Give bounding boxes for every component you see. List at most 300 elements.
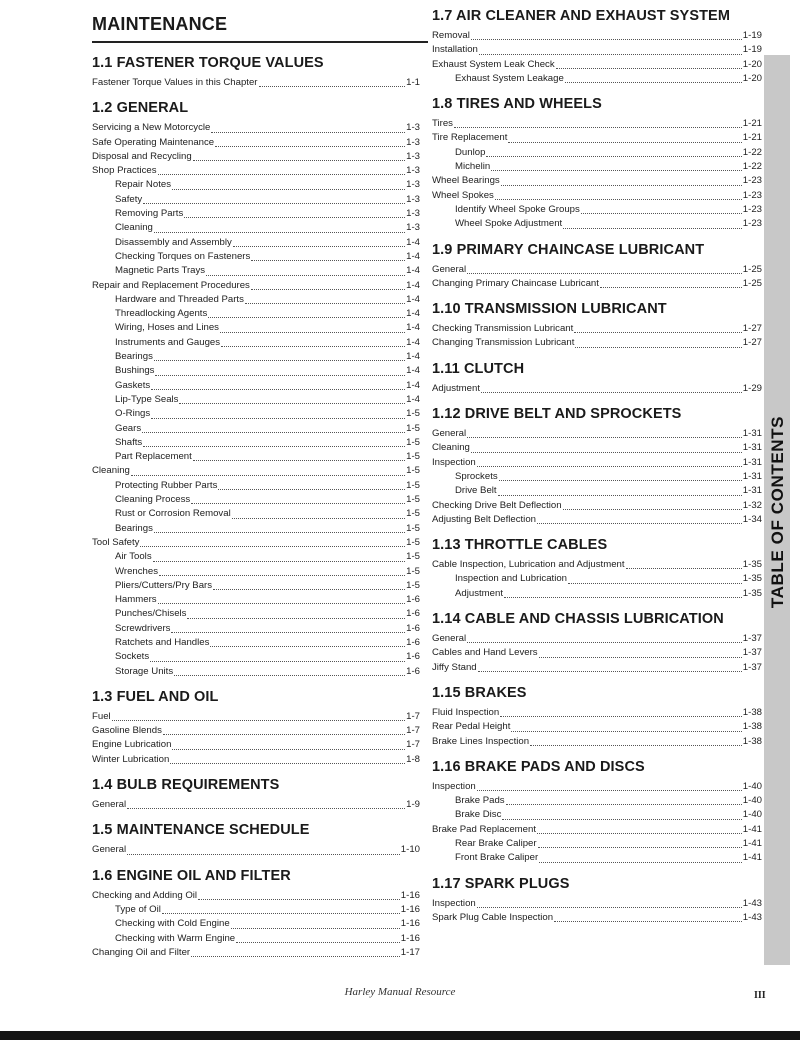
toc-entry-page: 1-22 [742, 146, 762, 158]
toc-entry-page: 1-3 [406, 179, 420, 191]
toc-entry[interactable] [92, 293, 420, 307]
toc-entry-label: Spark Plug Cable Inspection [432, 911, 554, 923]
toc-entry[interactable] [432, 823, 762, 837]
toc-entry[interactable] [92, 710, 420, 724]
toc-entry-label: Checking and Adding Oil [92, 889, 198, 901]
toc-entry-label: Lip-Type Seals [115, 393, 179, 405]
toc-entry-page: 1-40 [742, 780, 762, 792]
section-heading: 1.2 GENERAL [92, 100, 189, 117]
toc-entry[interactable] [92, 76, 420, 90]
toc-entry-label: Changing Oil and Filter [92, 946, 191, 958]
toc-entry-page: 1-5 [406, 451, 420, 463]
toc-entry-page: 1-31 [742, 456, 762, 468]
toc-entry-page: 1-5 [406, 494, 420, 506]
toc-entry-label: Wheel Bearings [432, 175, 500, 187]
toc-entry[interactable] [92, 724, 420, 738]
toc-entry-page: 1-5 [406, 565, 420, 577]
dot-leader [498, 495, 742, 496]
toc-entry[interactable] [432, 336, 762, 350]
toc-entry[interactable] [92, 798, 420, 812]
toc-entry[interactable] [432, 780, 762, 794]
toc-entry[interactable] [432, 58, 762, 72]
toc-entry[interactable] [92, 843, 420, 857]
toc-entry-page: 1-22 [742, 161, 762, 173]
toc-entry-page: 1-4 [406, 393, 420, 405]
dot-leader [154, 360, 405, 361]
toc-entry[interactable] [432, 117, 762, 131]
dot-leader [508, 142, 741, 143]
toc-entry-label: Cable Inspection, Lubrication and Adjustment [432, 559, 625, 571]
toc-entry-page: 1-4 [406, 308, 420, 320]
toc-entry[interactable] [432, 277, 762, 291]
toc-entry-page: 1-16 [400, 918, 420, 930]
toc-entry[interactable] [92, 550, 420, 564]
dot-leader [158, 603, 406, 604]
toc-entry-page: 1-38 [742, 706, 762, 718]
dot-leader [211, 132, 405, 133]
toc-entry-page: 1-31 [742, 442, 762, 454]
dot-leader [151, 418, 405, 419]
toc-entry-label: Front Brake Caliper [455, 852, 539, 864]
toc-entry-page: 1-9 [406, 799, 420, 811]
toc-entry[interactable] [432, 735, 762, 749]
toc-entry[interactable] [92, 565, 420, 579]
toc-entry-label: Tire Replacement [432, 132, 508, 144]
toc-entry-label: Safe Operating Maintenance [92, 136, 215, 148]
toc-entry-page: 1-19 [742, 30, 762, 41]
toc-entry-label: Winter Lubrication [92, 753, 170, 765]
toc-entry-page: 1-37 [742, 647, 762, 659]
toc-entry[interactable] [432, 632, 762, 646]
toc-entry-label: Magnetic Parts Trays [115, 265, 206, 277]
toc-entry[interactable] [92, 536, 420, 550]
dot-leader [198, 899, 400, 900]
section-heading: 1.8 TIRES AND WHEELS [432, 96, 602, 113]
toc-entry[interactable] [92, 932, 420, 946]
toc-entry[interactable] [92, 364, 420, 378]
toc-entry-label: Removing Parts [115, 208, 184, 220]
toc-entry[interactable] [92, 665, 420, 679]
dot-leader [112, 720, 405, 721]
toc-entry-page: 1-43 [742, 897, 762, 909]
toc-entry[interactable] [92, 164, 420, 178]
toc-entry-page: 1-5 [406, 422, 420, 434]
toc-entry-label: Brake Pads [455, 795, 505, 807]
toc-entry[interactable] [92, 393, 420, 407]
dot-leader [193, 160, 405, 161]
toc-entry-label: General [432, 428, 467, 440]
dot-leader [479, 54, 742, 55]
dot-leader [539, 862, 742, 863]
toc-entry-page: 1-38 [742, 735, 762, 747]
toc-section [432, 537, 762, 601]
toc-entry-page: 1-21 [742, 132, 762, 144]
toc-entry-page: 1-5 [406, 479, 420, 491]
dot-leader [454, 127, 742, 128]
toc-entry[interactable] [92, 350, 420, 364]
toc-section [432, 611, 762, 675]
toc-entry[interactable] [92, 579, 420, 593]
toc-entry[interactable] [92, 650, 420, 664]
toc-entry[interactable] [92, 636, 420, 650]
toc-entry-page: 1-5 [406, 508, 420, 520]
toc-entry-label: Pliers/Cutters/Pry Bars [115, 579, 213, 591]
toc-entry-page: 1-19 [742, 44, 762, 56]
toc-entry[interactable] [432, 72, 762, 86]
toc-entry-label: Adjustment [432, 382, 480, 394]
dot-leader [187, 618, 405, 619]
dot-leader [170, 763, 405, 764]
toc-entry-label: Tires [432, 118, 453, 130]
toc-entry[interactable] [432, 174, 762, 188]
toc-entry-page: 1-4 [406, 336, 420, 348]
toc-entry[interactable] [92, 753, 420, 767]
toc-entry[interactable] [432, 706, 762, 720]
dot-leader [172, 189, 405, 190]
toc-entry[interactable] [432, 29, 762, 43]
toc-entry[interactable] [432, 837, 762, 851]
toc-entry[interactable] [432, 484, 762, 498]
toc-entry-label: Bushings [115, 365, 155, 377]
toc-entry-label: Wrenches [115, 565, 159, 577]
toc-entry-label: Instruments and Gauges [115, 336, 221, 348]
toc-entry-page: 1-41 [742, 852, 762, 864]
toc-entry-label: Gasoline Blends [92, 725, 162, 737]
toc-entry-label: Type of Oil [115, 903, 161, 915]
section-heading: 1.6 ENGINE OIL AND FILTER [92, 867, 291, 884]
dot-leader [467, 437, 742, 438]
toc-entry-page: 1-37 [742, 661, 762, 673]
dot-leader [215, 146, 405, 147]
toc-entry-label: Inspection [432, 456, 476, 468]
toc-entry-label: Brake Lines Inspection [432, 735, 530, 747]
section-heading: 1.3 FUEL AND OIL [92, 688, 219, 705]
toc-entry-label: Gaskets [115, 379, 151, 391]
dot-leader [471, 39, 742, 40]
side-tab-label: TABLE OF CONTENTS [768, 415, 787, 609]
toc-entry-label: Fuel [92, 710, 111, 722]
toc-entry-page: 1-34 [742, 513, 762, 525]
dot-leader [504, 597, 742, 598]
toc-entry[interactable] [92, 607, 420, 621]
toc-entry[interactable] [432, 146, 762, 160]
dot-leader [501, 185, 742, 186]
toc-section [432, 685, 762, 749]
section-heading: 1.13 THROTTLE CABLES [432, 537, 608, 554]
toc-entry-label: Exhaust System Leakage [455, 72, 564, 84]
toc-entry-label: General [432, 263, 467, 275]
toc-entry-label: General [92, 799, 127, 811]
dot-leader [213, 589, 405, 590]
toc-entry[interactable] [432, 646, 762, 660]
toc-entry[interactable] [432, 499, 762, 513]
dot-leader [154, 532, 405, 533]
toc-entry[interactable] [432, 382, 762, 396]
toc-entry-page: 1-32 [742, 499, 762, 511]
toc-entry[interactable] [92, 307, 420, 321]
toc-entry[interactable] [92, 150, 420, 164]
toc-entry-page: 1-27 [742, 337, 762, 349]
toc-entry-page: 1-3 [406, 208, 420, 220]
dot-leader [259, 86, 406, 87]
dot-leader [155, 375, 405, 376]
toc-entry[interactable] [92, 422, 420, 436]
toc-entry[interactable] [432, 189, 762, 203]
toc-entry[interactable] [92, 250, 420, 264]
toc-entry[interactable] [432, 587, 762, 601]
toc-section [432, 242, 762, 292]
dot-leader [251, 289, 405, 290]
section-heading: 1.7 AIR CLEANER AND EXHAUST SYSTEM [432, 8, 731, 24]
toc-entry-label: Disposal and Recycling [92, 150, 192, 162]
toc-entry-page: 1-27 [742, 323, 762, 335]
toc-entry-label: Checking with Cold Engine [115, 918, 230, 930]
toc-entry-label: Wheel Spokes [432, 189, 494, 201]
dot-leader [172, 749, 405, 750]
toc-entry-label: Installation [432, 44, 478, 56]
toc-entry[interactable] [432, 441, 762, 455]
toc-entry-label: General [432, 633, 467, 645]
toc-entry[interactable] [92, 336, 420, 350]
dot-leader [179, 403, 405, 404]
dot-leader [502, 819, 741, 820]
toc-entry[interactable] [432, 427, 762, 441]
toc-section [432, 406, 762, 527]
toc-entry[interactable] [432, 572, 762, 586]
dot-leader [159, 575, 405, 576]
toc-entry-page: 1-4 [406, 351, 420, 363]
dot-leader [477, 907, 742, 908]
toc-entry-page: 1-4 [406, 293, 420, 305]
dot-leader [210, 646, 405, 647]
toc-entry-label: Tool Safety [92, 536, 140, 548]
toc-entry-page: 1-4 [406, 379, 420, 391]
toc-entry[interactable] [432, 661, 762, 675]
toc-entry-label: Repair Notes [115, 179, 171, 191]
dot-leader [486, 156, 741, 157]
toc-entry-label: Bearings [115, 351, 153, 363]
toc-entry-label: Inspection and Lubrication [455, 573, 568, 585]
toc-entry-label: Wiring, Hoses and Lines [115, 322, 219, 334]
toc-entry[interactable] [92, 121, 420, 135]
toc-entry[interactable] [92, 136, 420, 150]
toc-section [432, 96, 762, 231]
toc-entry-page: 1-35 [742, 573, 762, 585]
dot-leader [477, 790, 742, 791]
toc-entry-page: 1-5 [406, 536, 420, 548]
dot-leader [193, 460, 405, 461]
toc-entry-page: 1-7 [406, 710, 420, 722]
dot-leader [574, 332, 741, 333]
dot-leader [537, 523, 742, 524]
toc-entry-label: Drive Belt [455, 485, 497, 497]
toc-entry[interactable] [432, 808, 762, 822]
dot-leader [131, 475, 405, 476]
toc-entry[interactable] [432, 217, 762, 231]
toc-entry[interactable] [92, 178, 420, 192]
toc-entry-page: 1-6 [406, 636, 420, 648]
toc-right-column [432, 8, 762, 925]
toc-entry-page: 1-3 [406, 193, 420, 205]
toc-entry-label: Servicing a New Motorcycle [92, 122, 211, 134]
toc-section [92, 868, 420, 960]
dot-leader [143, 203, 405, 204]
toc-entry-page: 1-38 [742, 721, 762, 733]
dot-leader [600, 287, 742, 288]
toc-entry-page: 1-3 [406, 222, 420, 234]
toc-entry-page: 1-5 [406, 408, 420, 420]
toc-entry-label: Ratchets and Handles [115, 636, 210, 648]
dot-leader [467, 642, 742, 643]
toc-entry-label: Rear Pedal Height [432, 721, 511, 733]
dot-leader [477, 466, 742, 467]
toc-section [92, 55, 420, 90]
toc-entry-page: 1-16 [400, 889, 420, 901]
toc-entry-label: Checking Transmission Lubricant [432, 323, 574, 335]
dot-leader [142, 432, 405, 433]
toc-entry[interactable] [432, 160, 762, 174]
toc-entry[interactable] [432, 720, 762, 734]
toc-entry[interactable] [92, 493, 420, 507]
dot-leader [163, 734, 405, 735]
toc-entry-label: Air Tools [115, 551, 152, 563]
dot-leader [162, 913, 400, 914]
dot-leader [478, 671, 742, 672]
toc-entry-page: 1-31 [742, 428, 762, 440]
toc-entry-page: 1-7 [406, 725, 420, 737]
dot-leader [506, 804, 742, 805]
toc-entry-page: 1-16 [400, 903, 420, 915]
footer-page-number: III [754, 990, 766, 1001]
section-heading: 1.12 DRIVE BELT AND SPROCKETS [432, 406, 682, 423]
dot-leader [184, 217, 405, 218]
toc-entry[interactable] [432, 322, 762, 336]
toc-entry-page: 1-10 [400, 844, 420, 856]
dot-leader [140, 546, 405, 547]
toc-entry-page: 1-5 [406, 436, 420, 448]
toc-entry[interactable] [432, 43, 762, 57]
toc-entry[interactable] [92, 479, 420, 493]
toc-entry-page: 1-23 [742, 218, 762, 230]
toc-entry[interactable] [92, 221, 420, 235]
dot-leader [511, 731, 741, 732]
toc-entry-page: 1-6 [406, 594, 420, 606]
toc-entry-page: 1-37 [742, 633, 762, 645]
toc-entry-label: Shop Practices [92, 165, 157, 177]
toc-entry[interactable] [92, 450, 420, 464]
toc-entry-label: O-Rings [115, 408, 151, 420]
toc-entry-label: Screwdrivers [115, 622, 171, 634]
toc-entry[interactable] [92, 738, 420, 752]
toc-entry-label: Sprockets [455, 470, 498, 482]
toc-entry[interactable] [92, 407, 420, 421]
dot-leader [491, 170, 742, 171]
toc-entry-page: 1-40 [742, 795, 762, 807]
toc-section [432, 301, 762, 351]
toc-entry[interactable] [92, 622, 420, 636]
toc-entry[interactable] [432, 558, 762, 572]
dot-leader [153, 561, 406, 562]
toc-section [432, 876, 762, 926]
toc-entry-page: 1-41 [742, 837, 762, 849]
toc-entry-page: 1-8 [406, 753, 420, 765]
toc-entry-label: Wheel Spoke Adjustment [455, 218, 563, 230]
dot-leader [191, 956, 400, 957]
toc-entry[interactable] [92, 321, 420, 335]
toc-entry-label: Gears [115, 422, 142, 434]
toc-entry-label: Identify Wheel Spoke Groups [455, 203, 580, 215]
page-title: MAINTENANCE [92, 14, 228, 34]
section-heading: 1.1 FASTENER TORQUE VALUES [92, 55, 324, 71]
toc-entry[interactable] [432, 470, 762, 484]
toc-section [432, 361, 762, 396]
toc-entry-page: 1-5 [406, 579, 420, 591]
toc-entry-page: 1-4 [406, 250, 420, 262]
toc-entry[interactable] [92, 193, 420, 207]
dot-leader [500, 716, 742, 717]
toc-entry[interactable] [92, 522, 420, 536]
toc-entry-label: Jiffy Stand [432, 661, 477, 673]
toc-entry[interactable] [92, 464, 420, 478]
toc-entry[interactable] [92, 507, 420, 521]
toc-entry[interactable] [432, 263, 762, 277]
toc-entry[interactable] [432, 456, 762, 470]
toc-entry[interactable] [92, 236, 420, 250]
toc-entry[interactable] [92, 593, 420, 607]
toc-entry[interactable] [92, 379, 420, 393]
toc-entry[interactable] [92, 207, 420, 221]
toc-entry-page: 1-5 [406, 465, 420, 477]
toc-entry[interactable] [432, 513, 762, 527]
dot-leader [471, 452, 742, 453]
dot-leader [537, 833, 742, 834]
toc-entry[interactable] [92, 917, 420, 931]
toc-entry[interactable] [92, 946, 420, 960]
toc-entry-label: Punches/Chisels [115, 608, 187, 620]
dot-leader [626, 568, 742, 569]
toc-entry[interactable] [432, 851, 762, 865]
toc-entry[interactable] [92, 436, 420, 450]
toc-entry[interactable] [92, 889, 420, 903]
dot-leader [154, 232, 405, 233]
toc-section [432, 8, 762, 86]
dot-leader [554, 921, 742, 922]
dot-leader [151, 389, 405, 390]
section-heading: 1.15 BRAKES [432, 684, 527, 701]
toc-entry[interactable] [432, 897, 762, 911]
dot-leader [565, 82, 742, 83]
toc-entry[interactable] [92, 264, 420, 278]
toc-entry[interactable] [432, 794, 762, 808]
toc-entry[interactable] [92, 279, 420, 293]
section-heading: 1.16 BRAKE PADS AND DISCS [432, 758, 645, 775]
toc-entry-label: Checking Drive Belt Deflection [432, 499, 562, 511]
toc-entry-label: Changing Primary Chaincase Lubricant [432, 277, 599, 289]
toc-entry[interactable] [92, 903, 420, 917]
toc-entry-label: Part Replacement [115, 451, 192, 463]
toc-entry-label: Cleaning [432, 442, 470, 454]
toc-entry[interactable] [432, 131, 762, 145]
toc-entry-label: Cables and Hand Levers [432, 647, 538, 659]
dot-leader [220, 332, 405, 333]
toc-entry-page: 1-3 [406, 122, 420, 134]
toc-section [92, 822, 420, 857]
dot-leader [221, 346, 405, 347]
toc-entry[interactable] [432, 203, 762, 217]
toc-entry[interactable] [432, 911, 762, 925]
section-heading: 1.4 BULB REQUIREMENTS [92, 777, 280, 794]
toc-entry-label: Removal [432, 30, 470, 41]
